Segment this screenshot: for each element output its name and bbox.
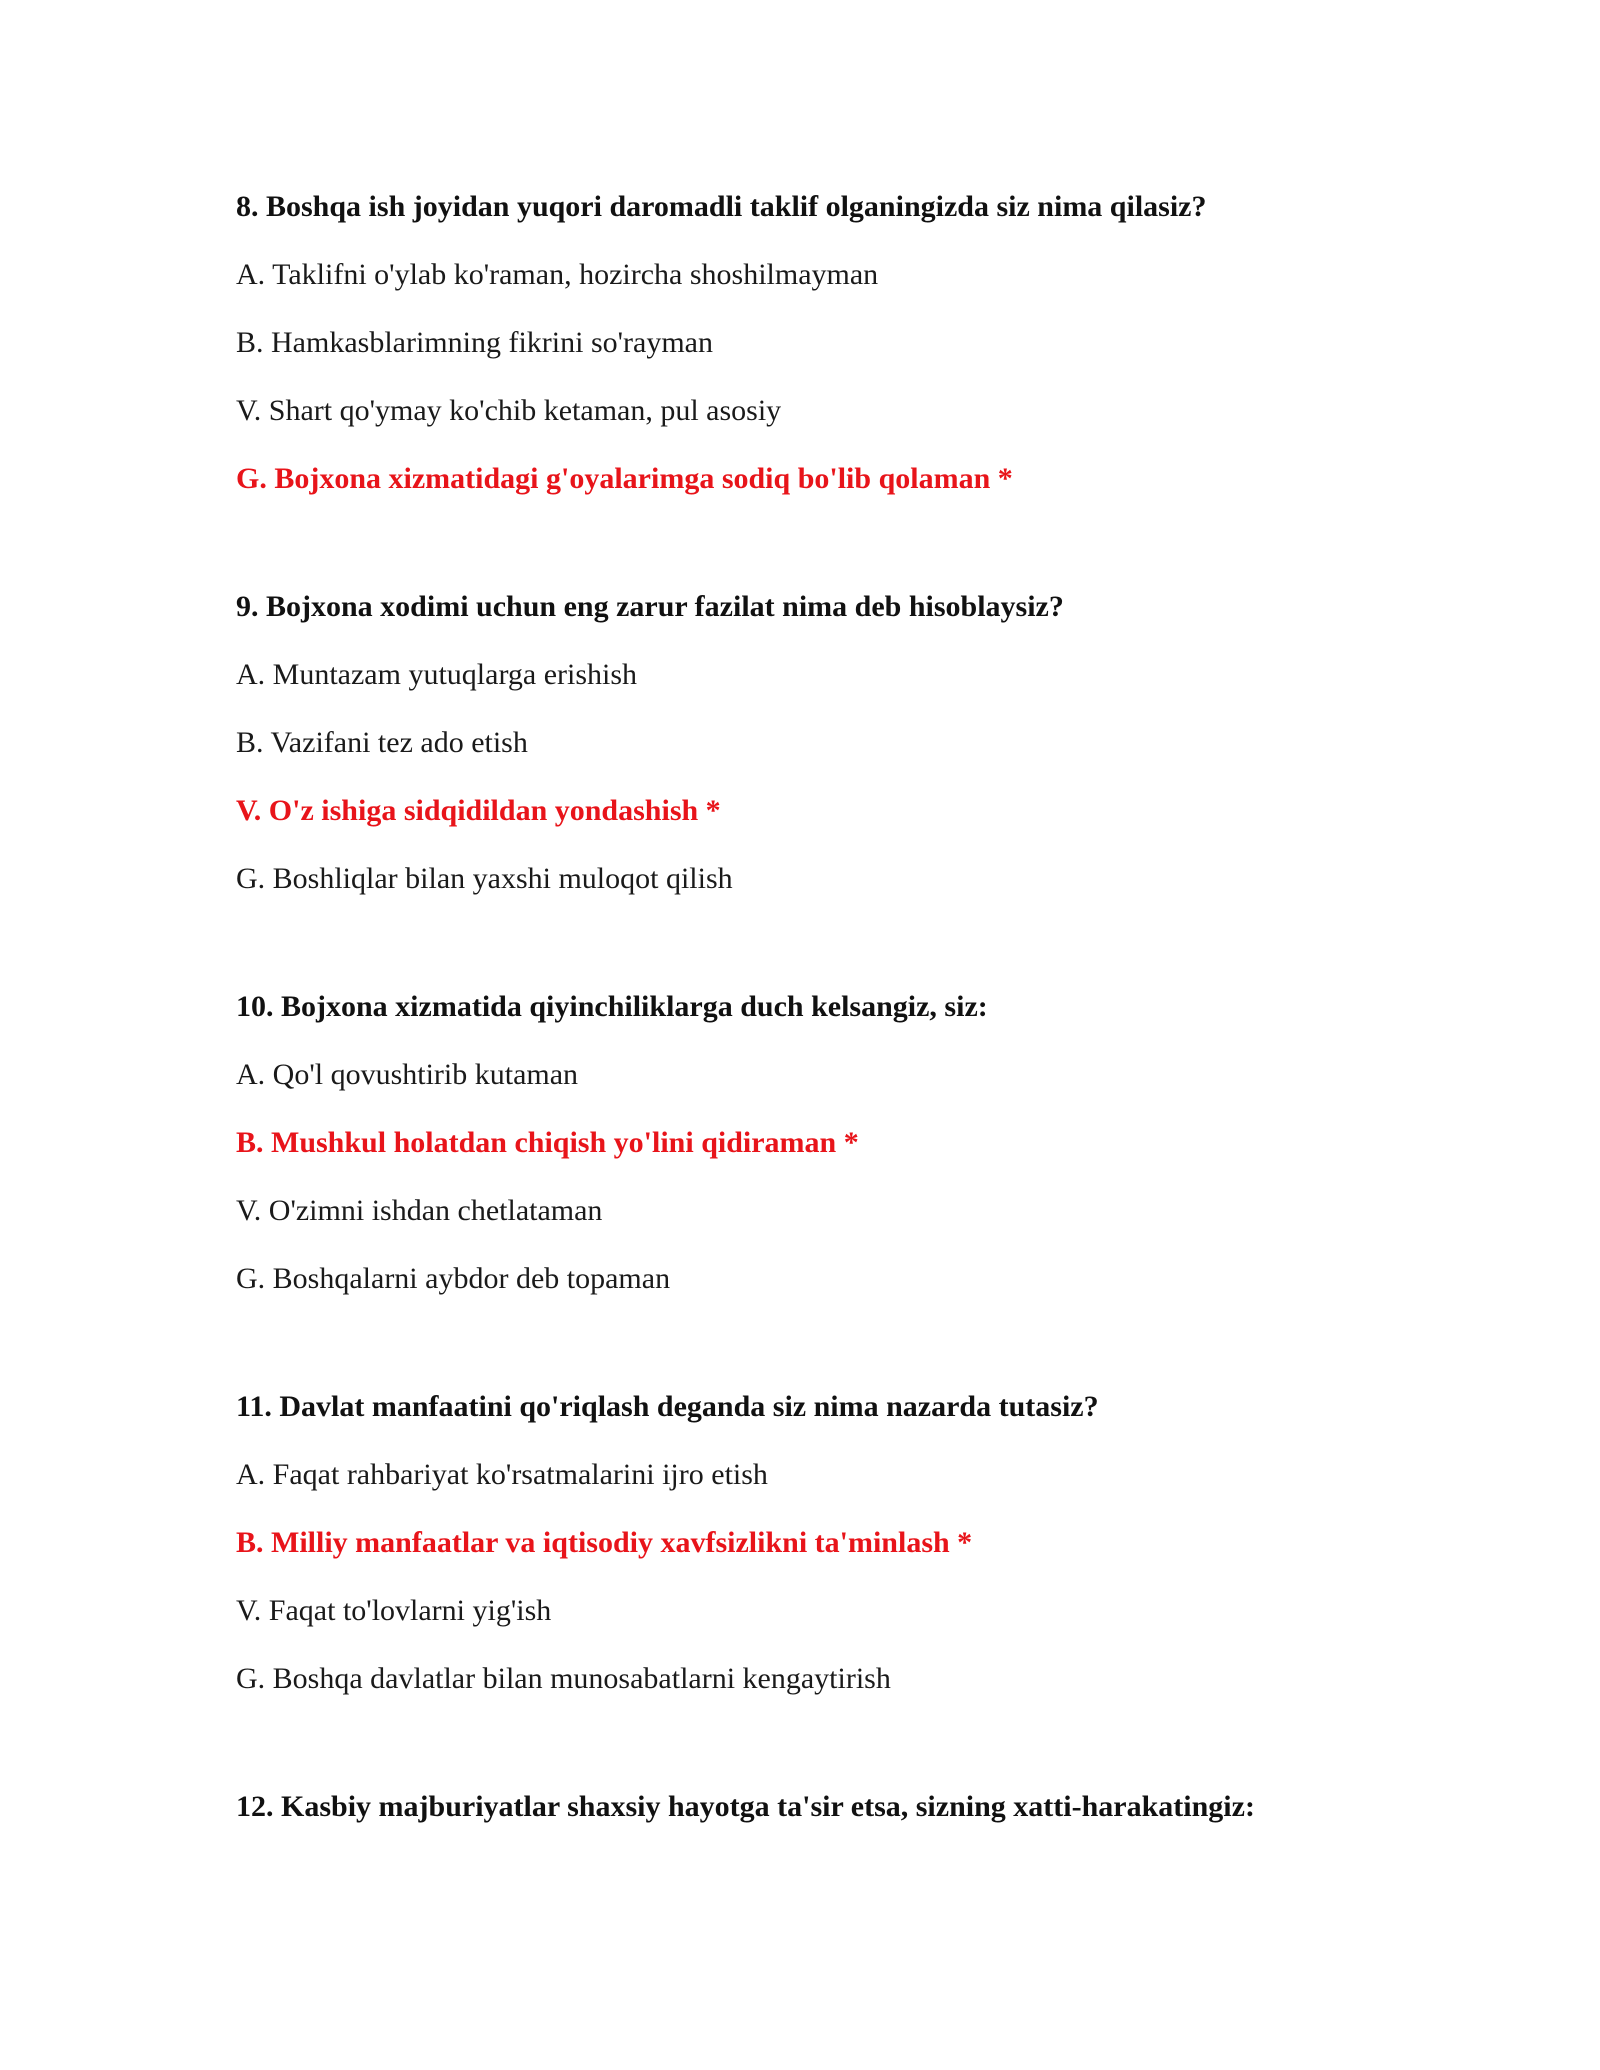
question-9-option-v-correct: V. O'z ishiga sidqidildan yondashish *	[236, 794, 721, 827]
question-11-text: 11. Davlat manfaatini qo'riqlash deganda siz nima nazarda tutasiz?	[236, 1390, 1099, 1423]
question-9-option-g: G. Boshliqlar bilan yaxshi muloqot qilish	[236, 862, 733, 895]
question-8-option-b: B. Hamkasblarimning fikrini so'rayman	[236, 326, 713, 359]
question-11-option-g: G. Boshqa davlatlar bilan munosabatlarni kengaytirish	[236, 1662, 891, 1695]
question-11-option-v: V. Faqat to'lovlarni yig'ish	[236, 1594, 552, 1627]
question-8-text: 8. Boshqa ish joyidan yuqori daromadli taklif olganingizda siz nima qilasiz?	[236, 190, 1207, 223]
question-block-11	[236, 1390, 1436, 1730]
question-9-option-a: A. Muntazam yutuqlarga erishish	[236, 658, 638, 691]
question-10-option-g: G. Boshqalarni aybdor deb topaman	[236, 1262, 671, 1295]
question-block-12	[236, 1790, 1436, 1858]
question-9-option-b: B. Vazifani tez ado etish	[236, 726, 528, 759]
question-8-option-v: V. Shart qo'ymay ko'chib ketaman, pul asosiy	[236, 394, 782, 427]
question-8-option-g-correct: G. Bojxona xizmatidagi g'oyalarimga sodiq bo'lib qolaman *	[236, 462, 1013, 495]
question-9-text: 9. Bojxona xodimi uchun eng zarur fazilat nima deb hisoblaysiz?	[236, 590, 1064, 623]
question-11-option-a: A. Faqat rahbariyat ko'rsatmalarini ijro etish	[236, 1458, 768, 1491]
question-12-text: 12. Kasbiy majburiyatlar shaxsiy hayotga ta'sir etsa, sizning xatti-harakatingiz:	[236, 1790, 1255, 1823]
question-10-text: 10. Bojxona xizmatida qiyinchiliklarga duch kelsangiz, siz:	[236, 990, 988, 1023]
question-10-option-v: V. O'zimni ishdan chetlataman	[236, 1194, 603, 1227]
question-block-9	[236, 590, 1436, 930]
question-10-option-a: A. Qo'l qovushtirib kutaman	[236, 1058, 579, 1091]
question-8-option-a: A. Taklifni o'ylab ko'raman, hozircha shoshilmayman	[236, 258, 879, 291]
question-block-8	[236, 190, 1436, 530]
question-block-10	[236, 990, 1436, 1330]
question-10-option-b-correct: B. Mushkul holatdan chiqish yo'lini qidiraman *	[236, 1126, 859, 1159]
question-11-option-b-correct: B. Milliy manfaatlar va iqtisodiy xavfsizlikni ta'minlash *	[236, 1526, 973, 1559]
